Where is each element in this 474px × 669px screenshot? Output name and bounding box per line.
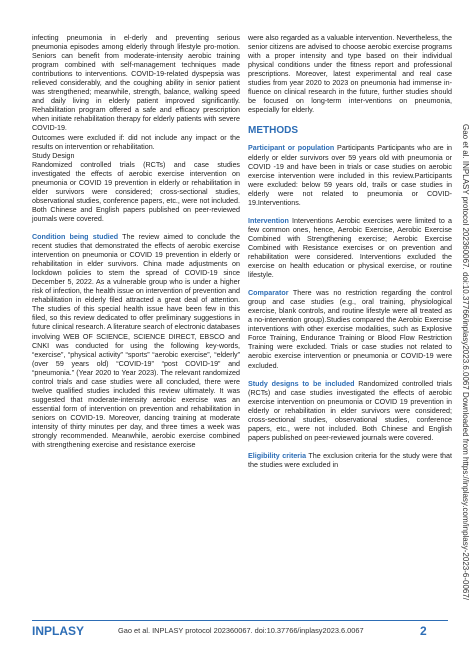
side-download-note: Gao et al. INPLASY protocol 202360067. doi:10.37766/inplasy2023.6.0067 Downloaded from https://inplasy.com/inplasy-2023-6-0067/ xyxy=(461,124,470,601)
study-design-paragraph: Randomized controlled trials (RCTs) and case studies investigated the effects of aerobic exercise intervention on pneumonia or COVID 19 prevention in elderly or rehabilitation in elder survivors were considered; cross-sectional studies, observational studies, conference papers, etc., were not included. Both Chinese and English papers published on peer-reviewed journals were covered. xyxy=(32,160,240,223)
outcomes-paragraph: Outcomes were excluded if: did not include any impact or the results on intervention or rehabilitation. xyxy=(32,133,240,151)
study-designs-paragraph xyxy=(248,380,452,443)
study-designs-label: Study designs to be included xyxy=(248,379,355,388)
eligibility-label: Eligibility criteria xyxy=(248,451,307,460)
eligibility-text: The exclusion criteria for the study were that the studies were excluded in xyxy=(248,451,452,469)
left-column xyxy=(32,34,240,450)
comparator-text: There was no restriction regarding the control group and case studies (e.g., oral training, physiological exercise, blank controls, and routine lifestyle were all treated as a no-intervention group).Studies compared the Aerobic Exercise interventions with other exercise modalities, such as Explosive Force Training, Endurance Training or Blood Flow Restriction Training were excluded. Trials or case studies not related to aerobic exercise intervention or pneumonia or COVID-19 were excluded. xyxy=(248,289,452,370)
participant-paragraph xyxy=(248,144,452,207)
condition-text: The review aimed to conclude the recent studies that demonstrated the effects of aerobic exercise intervention on pneumonia or COVID 19 prevention in elderly or rehabilitation in elder survivors. China made adjustments on lockdown policies to stem the spread of COVID-19 since December 5, 2022. As a vulnerable group who is under a higher risk of infection, the health issue on intervention of prevention and rehabilitation in elderly filed attracted a great deal of attention. The studies of this special health issue have been few in this filed, so this review dedicated to offer preliminary suggestions in future clinical research. A literature search of electronic databases involving WEB OF SCIENCE, SCIENCE DIRECT, EBSCO and CNKI was conducted for using the following key-words, “exercise”, “physical activity” “sports” “aerobic exercise”, “elderly” (over 59 years old) “COVID-19” “post COVID-19” and “pneumonia.” (Year 2020 to Year 2023). The relevant randomized control trials and case studies were all concluded, there were twelve qualified studies included this review ultimately. It was suggested that moderate-intensity aerobic exercise was an essential form of intervention on prevention and rehabilitation in seniors on COVID-19. Moreover, dancing training at moderate intensity of thirty minutes per day, and three times a week was strongly recommended. Meanwhile, aerobic exercise combined with strengthening exercise and resistance exercise xyxy=(32,232,240,450)
page-number: 2 xyxy=(420,624,427,638)
right-column xyxy=(248,34,452,470)
condition-label: Condition being studied xyxy=(32,232,119,241)
intro-paragraph: infecting pneumonia in el-derly and preventing serious pneumonia episodes among elderly through lifestyle pro-motion. Seniors can benefit from moderate-intensity aerobic training program combined with self-management techniques made contributions to interventions. COVID-19-related dyspepsia was relieved considerably, and the coughing ability in senior patient was strengthened; meanwhile, strength, balance, walking speed and daily living in elderly patient improved significantly. Rehabilitation program offered a safe and efficacy prescription when initiate rehabilitation therapy for elderly patients with severe COVID-19. xyxy=(32,34,240,133)
study-designs-text: Randomized controlled trials (RCTs) and case studies investigated the effects of aerobic exercise intervention on pneumonia or COVID 19 prevention in elderly or rehabilitation in elder survivors were considered; cross-sectional studies, observational studies, conference papers, etc., were not included. Both Chinese and English papers published on peer-reviewed journals were covered. xyxy=(248,379,452,442)
eligibility-paragraph xyxy=(248,452,452,470)
methods-heading: METHODS xyxy=(248,125,298,137)
intervention-text: Interventions Aerobic exercises were limited to a few common ones, hence, Aerobic Exercise, Aerobic Exercise Combined with Strengthening exercise; Aerobic Exercise Combined with Resistance exercises or on prevention and rehabilitation were considered. Interventions excluded the exercise on health education or physical exercise, or routine lifestyle. xyxy=(248,216,452,280)
participant-label: Participant or population xyxy=(248,144,335,153)
intervention-label: Intervention xyxy=(248,216,289,225)
footer-citation: Gao et al. INPLASY protocol 202360067. doi:10.37766/inplasy2023.6.0067 xyxy=(118,626,364,635)
footer-divider xyxy=(32,620,448,621)
intervention-paragraph xyxy=(248,217,452,280)
continuation-paragraph: were also regarded as a valuable intervention. Nevertheless, the senior citizens are advised to choose aerobic exercise programs with a proper intensity and type based on their individual physical conditions under the fitness report and professional prescriptions. Moreover, latest experimental and real case studies from year 2020 to 2023 on pneumonia had immense in-fluence on clinical research in the future, further studies should be focused on long-term inter-ventions on pneumonia, especially for elderly. xyxy=(248,34,452,115)
footer-brand-logo: INPLASY xyxy=(32,624,85,638)
comparator-label: Comparator xyxy=(248,289,289,298)
study-design-label: Study Design xyxy=(32,151,75,160)
comparator-paragraph xyxy=(248,289,452,370)
participant-text: Participants Participants who are in elderly or elder survivors over 59 years old with pneumonia or COVID -19 and have been in trials or case studies on aerobic exercise intervention were included in this review.Participants were excluded: below 59 years old, trails or case studies in elderly were not related to pneumonia or COVID-19.Interventions. xyxy=(248,144,453,207)
condition-paragraph xyxy=(32,233,240,450)
